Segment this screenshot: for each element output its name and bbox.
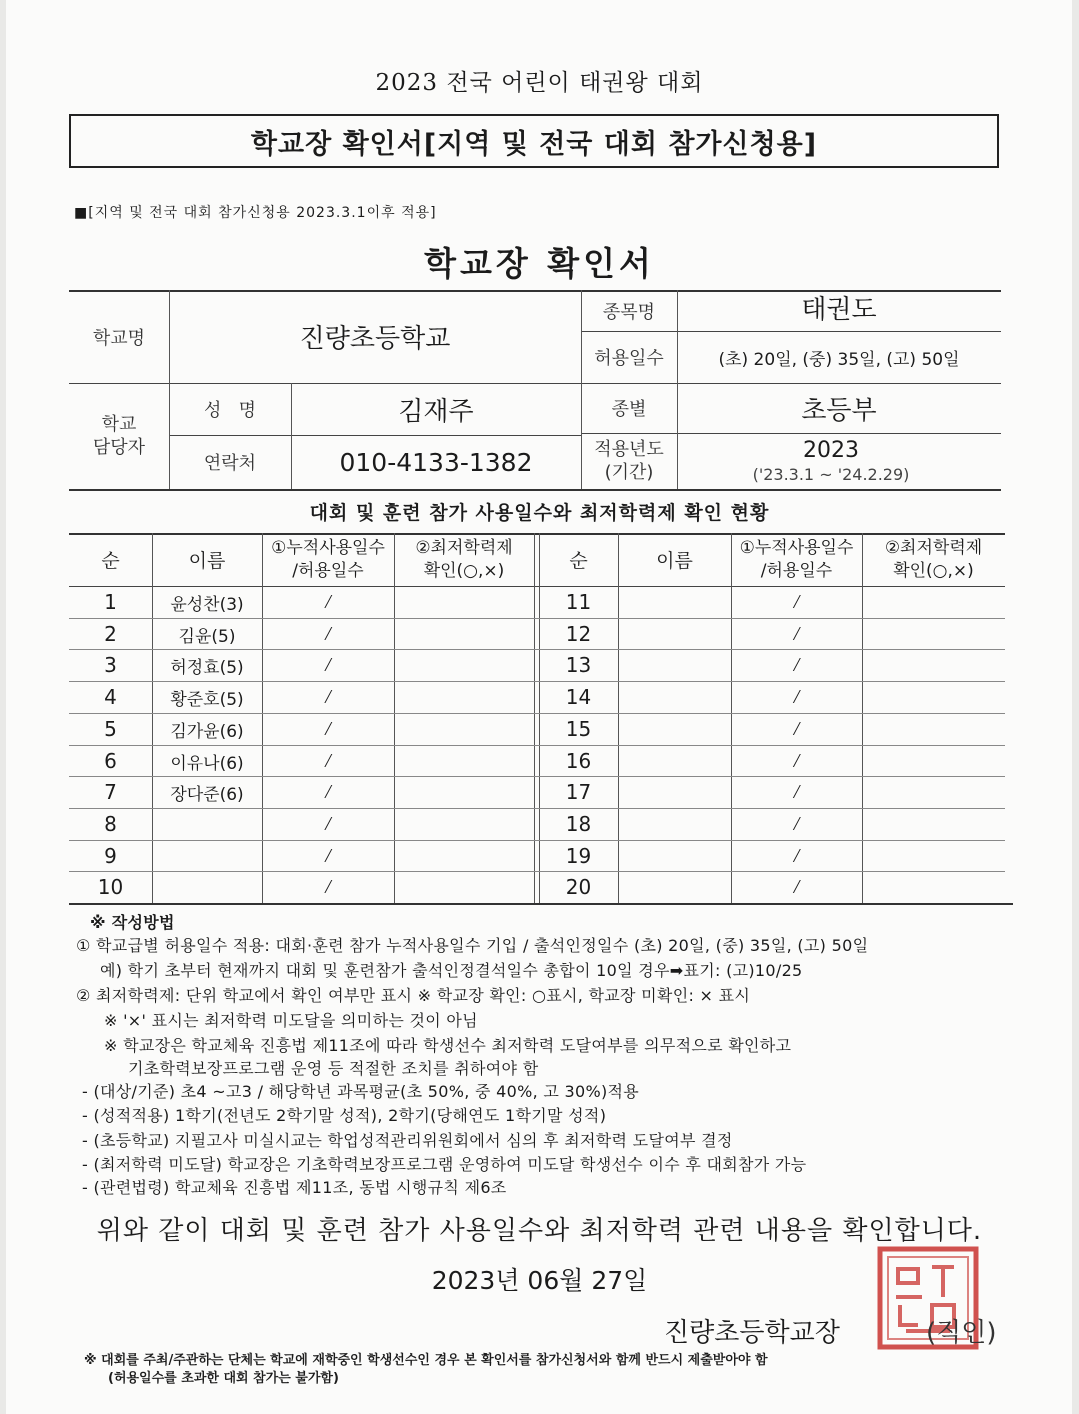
student-name: [618, 840, 731, 872]
days-used-cell: /: [325, 685, 331, 708]
academic-check-cell: [862, 681, 1005, 713]
manager-name-value: 김재주: [398, 396, 474, 427]
header-days-right: ①누적사용일수 /허용일수: [739, 537, 854, 581]
row-number: 1: [104, 590, 117, 614]
table-title: 대회 및 훈련 참가 사용일수와 최저학력제 확인 현황: [309, 502, 770, 524]
header-check-left: ②최저학력제 확인(○,×): [415, 537, 513, 581]
instruction-line: - (성적적용) 1학기(전년도 2학기말 성적), 2학기(당해연도 1학기말 성적): [82, 1106, 607, 1125]
header-check-right: ②최저학력제 확인(○,×): [884, 537, 983, 581]
instruction-line: 예) 학기 초부터 현재까지 대회 및 훈련참가 출석인정결석일수 총합이 10일 경우➡표기: (고)10/25: [100, 961, 803, 980]
academic-check-cell: [394, 776, 534, 808]
manager-label: 학교 담당자: [92, 413, 146, 458]
days-used-cell: /: [793, 685, 800, 708]
row-number: 17: [565, 780, 592, 804]
days-used-cell: /: [325, 812, 331, 835]
student-name: 장다준(6): [170, 784, 244, 805]
days-used-cell: /: [325, 622, 331, 645]
days-used-cell: /: [793, 653, 800, 676]
academic-check-cell: [862, 871, 1005, 903]
academic-check-cell: [862, 586, 1005, 618]
student-name: [618, 618, 731, 650]
row-number: 6: [104, 749, 117, 773]
row-number: 12: [565, 622, 592, 646]
days-used-cell: /: [793, 622, 800, 645]
days-used-cell: /: [325, 590, 331, 613]
year-label: 적용년도 (기간): [594, 438, 664, 483]
contact-value: 010-4133-1382: [339, 447, 533, 477]
division-label: 종별: [611, 399, 647, 420]
student-name: 김윤(5): [178, 626, 236, 647]
student-name: [618, 681, 731, 713]
instruction-line: - (최저학력 미도달) 학교장은 기초학력보장프로그램 운영하여 미도달 학생선수 이수 후 대회참가 가능: [82, 1155, 807, 1174]
instruction-line: 기초학력보장프로그램 운영 등 적절한 조치를 취하여야 함: [128, 1059, 539, 1078]
row-number: 20: [565, 875, 592, 899]
student-name: 윤성찬(3): [170, 594, 244, 615]
header-name-left: 이름: [188, 550, 226, 572]
academic-check-cell: [394, 808, 534, 840]
box-title: 학교장 확인서[지역 및 전국 대회 참가신청용]: [69, 114, 999, 168]
days-used-cell: /: [793, 717, 800, 740]
days-used-cell: /: [793, 875, 800, 898]
row-number: 15: [565, 717, 592, 741]
instruction-line: - (대상/기준) 초4 ~고3 / 해당학년 과목평균(초 50%, 중 40%, 고 30%)적용: [82, 1082, 640, 1101]
student-name: [152, 840, 262, 872]
row-number: 18: [565, 812, 592, 836]
row-number: 3: [104, 653, 117, 677]
academic-check-cell: [862, 745, 1005, 777]
academic-check-cell: [394, 871, 534, 903]
header-days-left: ①누적사용일수 /허용일수: [271, 537, 385, 581]
row-number: 11: [565, 590, 592, 614]
year-number: 2023: [803, 438, 859, 464]
row-number: 13: [565, 653, 592, 677]
row-number: 9: [104, 844, 117, 868]
days-used-cell: /: [793, 749, 800, 772]
school-value: 진량초등학교: [299, 324, 451, 354]
student-name: 황준호(5): [170, 689, 244, 710]
academic-check-cell: [394, 713, 534, 745]
year-value: [677, 433, 985, 489]
academic-check-cell: [394, 649, 534, 681]
row-number: 4: [104, 685, 117, 709]
academic-check-cell: [862, 776, 1005, 808]
row-number: 14: [565, 685, 592, 709]
document-title: 학교장 확인서: [424, 244, 655, 283]
division-value: 초등부: [801, 395, 877, 426]
academic-check-cell: [394, 745, 534, 777]
seal-label: (직인): [926, 1318, 997, 1348]
event-title: 2023 전국 어린이 태권왕 대회: [375, 70, 704, 96]
confirmation-text: 위와 같이 대회 및 훈련 참가 사용일수와 최저학력 관련 내용을 확인합니다.: [96, 1216, 983, 1246]
contact-label: 연락처: [203, 453, 257, 474]
academic-check-cell: [394, 586, 534, 618]
academic-check-cell: [862, 713, 1005, 745]
days-used-cell: /: [325, 749, 331, 772]
header-name-right: 이름: [656, 550, 693, 572]
academic-check-cell: [862, 840, 1005, 872]
instruction-line: ※ '×' 표시는 최저학력 미도달을 의미하는 것이 아님: [104, 1011, 478, 1030]
row-number: 19: [565, 844, 592, 868]
issue-date: 2023년 06월 27일: [431, 1266, 648, 1295]
footnote: [84, 1352, 768, 1387]
instruction-line: - (초등학교) 지필고사 미실시교는 학업성적관리위원회에서 심의 후 최저학력 도달여부 결정: [82, 1131, 733, 1150]
footnote-line: (허용일수를 초과한 대회 참가는 불가함): [108, 1370, 339, 1386]
instruction-line: ※ 학교장은 학교체육 진흥법 제11조에 따라 학생선수 최저학력 도달여부를 의무적으로 확인하고: [104, 1036, 792, 1055]
days-used-cell: /: [793, 844, 800, 867]
student-name: 김가윤(6): [170, 721, 244, 742]
apply-note: ■[지역 및 전국 대회 참가신청용 2023.3.1이후 적용]: [74, 205, 437, 221]
allowed-days-label: 허용일수: [594, 348, 664, 369]
academic-check-cell: [862, 618, 1005, 650]
days-used-cell: /: [793, 812, 800, 835]
days-used-cell: /: [793, 780, 800, 803]
row-number: 10: [97, 875, 124, 899]
academic-check-cell: [862, 808, 1005, 840]
student-name: 이유나(6): [170, 753, 244, 774]
header-no-left: 순: [101, 550, 120, 572]
instructions-heading: ※ 작성방법: [90, 913, 175, 932]
student-name: [618, 586, 731, 618]
name-label: 성 명: [204, 400, 256, 421]
days-used-cell: /: [325, 780, 331, 803]
student-name: [618, 745, 731, 777]
academic-check-cell: [862, 649, 1005, 681]
days-used-cell: /: [325, 875, 331, 898]
academic-check-cell: [394, 681, 534, 713]
row-number: 16: [565, 749, 592, 773]
days-used-cell: /: [325, 653, 331, 676]
header-no-right: 순: [569, 550, 588, 572]
instruction-line: - (관련법령) 학교체육 진흥법 제11조, 동법 시행규칙 제6조: [82, 1178, 507, 1197]
allowed-days-value: (초) 20일, (중) 35일, (고) 50일: [718, 349, 960, 370]
row-number: 8: [104, 812, 117, 836]
student-name: [618, 808, 731, 840]
row-number: 7: [104, 780, 117, 804]
days-used-cell: /: [793, 590, 800, 613]
student-name: [152, 808, 262, 840]
student-name: [618, 776, 731, 808]
student-name: [618, 649, 731, 681]
days-used-cell: /: [325, 844, 331, 867]
student-name: 허정효(5): [170, 657, 244, 678]
student-name: [618, 871, 731, 903]
row-number: 2: [104, 622, 117, 646]
period-value: ('23.3.1 ~ '24.2.29): [752, 464, 910, 484]
instruction-line: ① 학교급별 허용일수 적용: 대회·훈련 참가 누적사용일수 기입 / 출석인정일수 (초) 20일, (중) 35일, (고) 50일: [76, 936, 869, 955]
principal-title: 진량초등학교장: [664, 1318, 840, 1348]
academic-check-cell: [394, 618, 534, 650]
academic-check-cell: [394, 840, 534, 872]
instruction-line: ② 최저학력제: 단위 학교에서 확인 여부만 표시 ※ 학교장 확인: ○표시, 학교장 미확인: × 표시: [76, 986, 751, 1005]
student-name: [152, 871, 262, 903]
footnote-line: ※ 대회를 주최/주관하는 단체는 학교에 재학중인 학생선수인 경우 본 확인서를 참가신청서와 함께 반드시 제출받아야 함: [84, 1353, 768, 1368]
student-name: [618, 713, 731, 745]
days-used-cell: /: [325, 717, 331, 740]
sport-label: 종목명: [602, 301, 656, 323]
school-label: 학교명: [92, 327, 146, 349]
sport-value: 태권도: [801, 294, 877, 325]
row-number: 5: [104, 717, 117, 741]
